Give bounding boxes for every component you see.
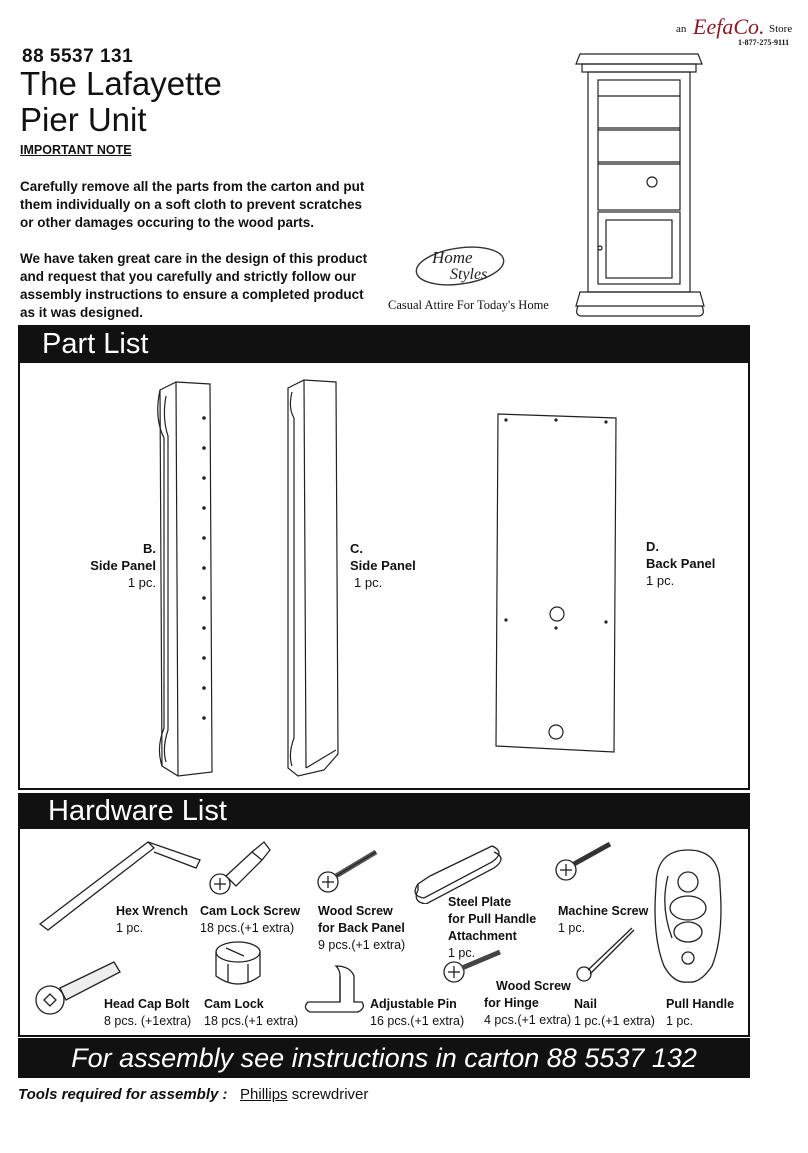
page-title bbox=[20, 66, 222, 138]
tools-phillips: Phillips bbox=[240, 1086, 288, 1103]
pull-handle-icon bbox=[650, 846, 726, 986]
brand-name: EefaCo. bbox=[693, 14, 765, 39]
hw-machine-screw-qty: 1 pc. bbox=[558, 921, 586, 935]
part-b-name: Side Panel bbox=[90, 558, 156, 573]
hw-nail-name: Nail bbox=[574, 997, 597, 1011]
hw-pull-handle bbox=[666, 996, 734, 1030]
cam-lock-screw-icon bbox=[206, 838, 272, 898]
hw-steel-plate-name-3: Attachment bbox=[448, 929, 517, 943]
tools-rest: screwdriver bbox=[287, 1086, 369, 1103]
brand-phone: 1-877-275-9111 bbox=[738, 38, 790, 47]
hw-cam-lock-screw bbox=[200, 903, 300, 937]
hw-nail-qty: 1 pc.(+1 extra) bbox=[574, 1014, 655, 1028]
title-line-1: The Lafayette bbox=[20, 65, 222, 102]
hw-head-cap-bolt-name: Head Cap Bolt bbox=[104, 997, 190, 1011]
hw-hinge-screw-name-2: for Hinge bbox=[484, 996, 539, 1010]
part-c-letter: C. bbox=[350, 541, 363, 556]
machine-screw-icon bbox=[552, 838, 616, 886]
hw-wood-screw-back-qty: 9 pcs.(+1 extra) bbox=[318, 938, 406, 952]
part-b-qty: 1 pc. bbox=[127, 575, 156, 590]
hw-head-cap-bolt-qty: 8 pcs. (+1extra) bbox=[104, 1014, 192, 1028]
hw-nail bbox=[574, 996, 655, 1030]
assembly-note-banner: For assembly see instructions in carton 88 5537 132 bbox=[18, 1038, 750, 1078]
part-b-side-panel-drawing bbox=[150, 378, 220, 780]
care-paragraph: Carefully remove all the parts from the carton and put them individually on a soft cloth to prevent scratches or other damages occuring to the wood parts. bbox=[20, 179, 365, 230]
hw-adjustable-pin bbox=[370, 996, 464, 1030]
hw-cam-lock-screw-qty: 18 pcs.(+1 extra) bbox=[200, 921, 295, 935]
assembly-paragraph: We have taken great care in the design of this product and request that you carefully and strictly follow our assembly instructions to ensure a completed product as it was designed. bbox=[20, 251, 368, 320]
home-styles-word-2: Styles bbox=[450, 266, 488, 283]
hardware-list-header: Hardware List bbox=[18, 793, 750, 829]
hw-adjustable-pin-qty: 16 pcs.(+1 extra) bbox=[370, 1014, 465, 1028]
part-d-back-panel-drawing bbox=[494, 410, 620, 756]
hw-cam-lock bbox=[204, 996, 298, 1030]
hw-steel-plate-name-2: for Pull Handle bbox=[448, 912, 537, 926]
hw-machine-screw-name: Machine Screw bbox=[558, 904, 649, 918]
part-c-qty: 1 pc. bbox=[354, 575, 383, 590]
pier-unit-illustration bbox=[570, 50, 710, 320]
hw-hinge-screw-name-1: Wood Screw bbox=[496, 979, 571, 993]
part-b-letter: B. bbox=[143, 541, 156, 556]
hw-cam-lock-name: Cam Lock bbox=[204, 997, 264, 1011]
wood-screw-icon bbox=[314, 846, 384, 896]
hw-steel-plate-name-1: Steel Plate bbox=[448, 895, 512, 909]
hw-cam-lock-qty: 18 pcs.(+1 extra) bbox=[204, 1014, 299, 1028]
tools-required-line bbox=[18, 1086, 368, 1103]
home-styles-word-1: Home bbox=[432, 248, 473, 267]
part-b-label bbox=[60, 540, 156, 591]
title-line-2: Pier Unit bbox=[20, 101, 147, 138]
home-styles-tagline: Casual Attire For Today's Home bbox=[388, 298, 549, 312]
part-c-name: Side Panel bbox=[350, 558, 416, 573]
hw-wood-screw-back-name-2: for Back Panel bbox=[318, 921, 405, 935]
adjustable-pin-icon bbox=[300, 962, 370, 1014]
part-d-label bbox=[646, 538, 736, 589]
hw-steel-plate-qty: 1 pc. bbox=[448, 946, 476, 960]
hw-hex-wrench-name: Hex Wrench bbox=[116, 904, 189, 918]
nail-icon bbox=[572, 924, 638, 988]
hw-hex-wrench bbox=[116, 903, 188, 937]
part-c-side-panel-drawing bbox=[284, 378, 344, 780]
hw-wood-screw-back-name-1: Wood Screw bbox=[318, 904, 393, 918]
product-sku: 88 5537 131 bbox=[22, 46, 134, 67]
hw-adjustable-pin-name: Adjustable Pin bbox=[370, 997, 457, 1011]
part-d-letter: D. bbox=[646, 539, 659, 554]
important-note-heading: IMPORTANT NOTE bbox=[20, 143, 132, 157]
brand-prefix: an bbox=[676, 23, 687, 35]
hw-pull-handle-name: Pull Handle bbox=[666, 997, 735, 1011]
part-d-qty: 1 pc. bbox=[646, 573, 675, 588]
brand-suffix: Store bbox=[769, 23, 793, 35]
hw-head-cap-bolt bbox=[104, 996, 191, 1030]
hw-hex-wrench-qty: 1 pc. bbox=[116, 921, 144, 935]
hw-hinge-screw bbox=[484, 978, 571, 1029]
hw-wood-screw-back bbox=[318, 903, 405, 954]
eefaco-logo bbox=[676, 14, 804, 54]
home-styles-logo bbox=[410, 236, 516, 294]
part-d-name: Back Panel bbox=[646, 556, 716, 571]
cam-lock-icon bbox=[210, 938, 266, 990]
part-c-label bbox=[350, 540, 440, 591]
part-list-header: Part List bbox=[18, 325, 750, 363]
hw-hinge-screw-qty: 4 pcs.(+1 extra) bbox=[484, 1013, 572, 1027]
hw-cam-lock-screw-name: Cam Lock Screw bbox=[200, 904, 301, 918]
tools-label: Tools required for assembly : bbox=[18, 1086, 228, 1103]
hw-pull-handle-qty: 1 pc. bbox=[666, 1014, 694, 1028]
